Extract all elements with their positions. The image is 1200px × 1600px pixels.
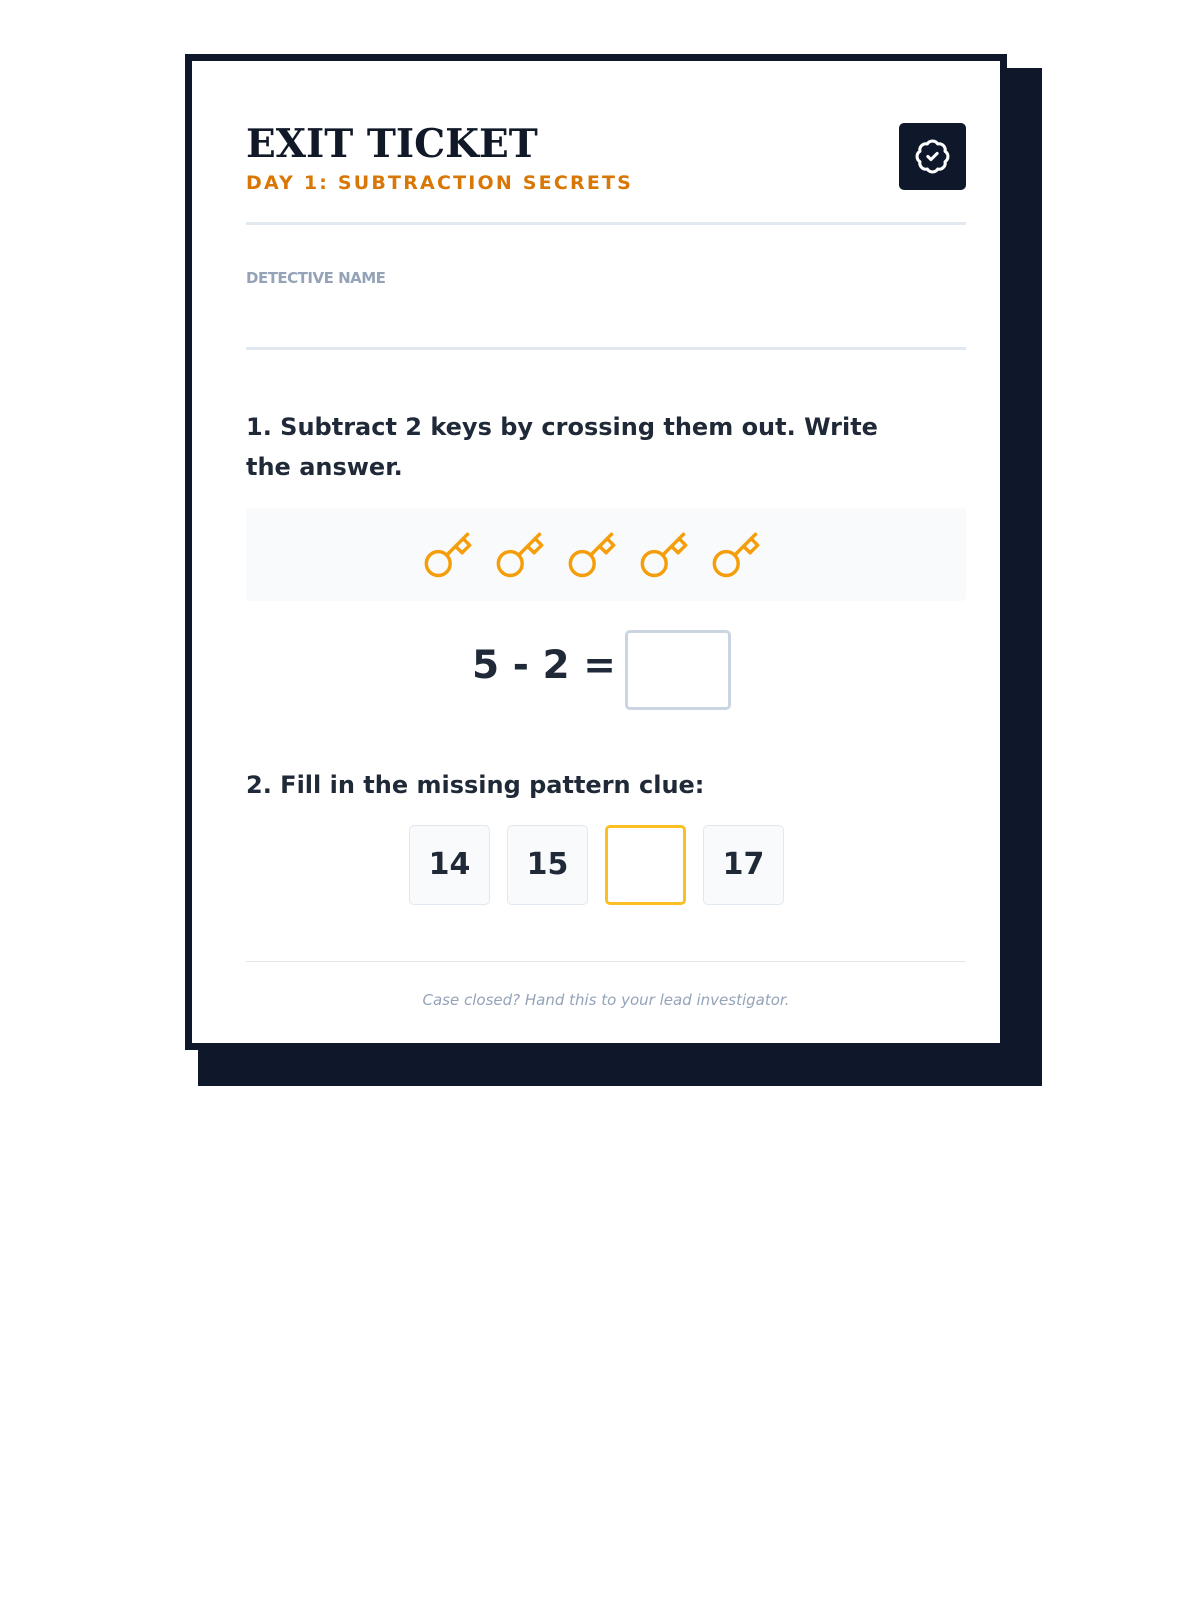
badge-check-icon [899, 123, 966, 190]
key-icon[interactable] [494, 530, 546, 582]
key-icon[interactable] [638, 530, 690, 582]
key-icon[interactable] [422, 530, 474, 582]
footer-note: Case closed? Hand this to your lead investigator. [422, 991, 790, 1009]
question-1-prompt: 1. Subtract 2 keys by crossing them out. Write the answer. [246, 413, 878, 481]
pattern-cell: 17 [703, 825, 784, 905]
detective-name-label: DETECTIVE NAME [246, 269, 386, 287]
answer-input-box[interactable] [625, 630, 731, 710]
footer-divider [246, 961, 966, 962]
header-divider [246, 222, 966, 225]
question-2-prompt: 2. Fill in the missing pattern clue: [246, 771, 705, 799]
keys-panel [246, 508, 966, 601]
ticket-header [246, 122, 966, 194]
ticket-title: EXIT TICKET [246, 121, 538, 167]
detective-name-line[interactable] [246, 347, 966, 350]
key-icon[interactable] [710, 530, 762, 582]
pattern-cell: 14 [409, 825, 490, 905]
pattern-blank-input[interactable] [605, 825, 686, 905]
ticket-subtitle: DAY 1: SUBTRACTION SECRETS [246, 172, 634, 194]
equation-text: 5 - 2 = [472, 643, 616, 688]
key-icon[interactable] [566, 530, 618, 582]
pattern-cell: 15 [507, 825, 588, 905]
exit-ticket-card [185, 54, 1007, 1050]
